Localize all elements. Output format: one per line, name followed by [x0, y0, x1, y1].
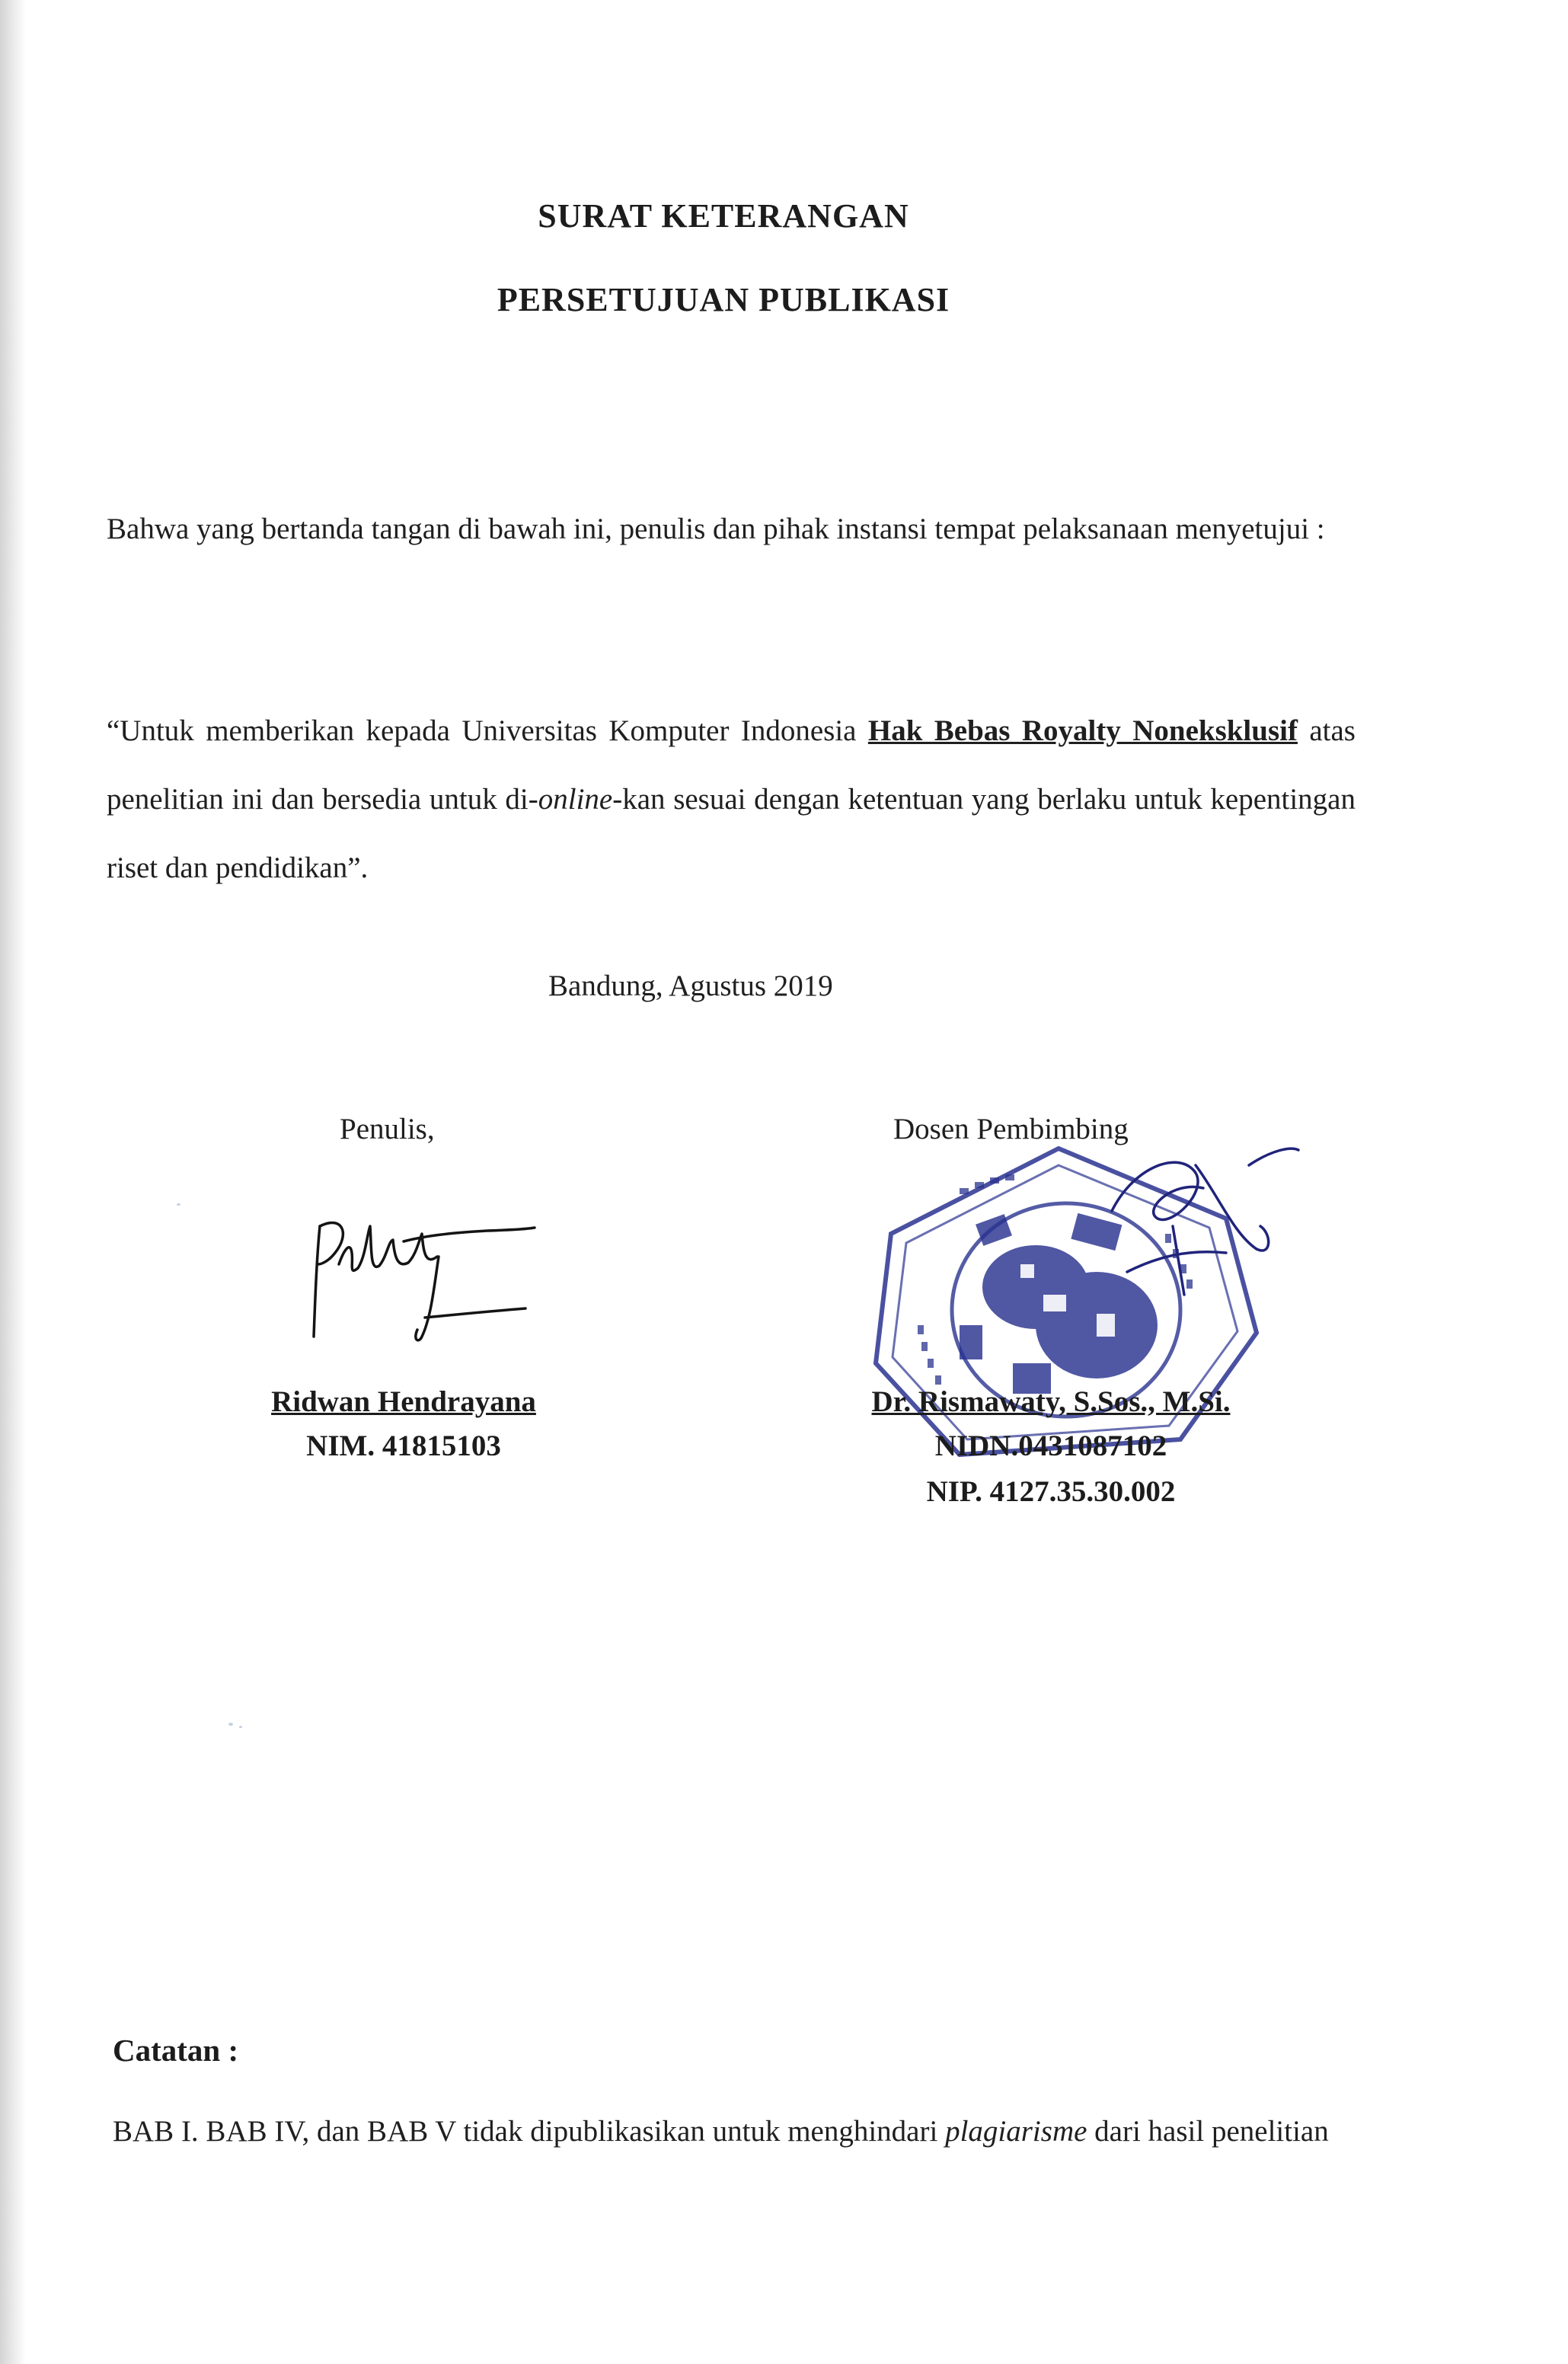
- statement-mid: atas penelitian ini dan bersedia untuk di-: [107, 714, 1356, 816]
- scan-edge-shadow: [0, 0, 26, 2364]
- intro-paragraph: Bahwa yang bertanda tangan di bawah ini, penulis dan pihak instansi tempat pelaksanaan menyetujui :: [107, 513, 1325, 545]
- royalty-term: Hak Bebas Royalty Noneksklusif: [867, 714, 1298, 747]
- document-subtitle: PERSETUJUAN PUBLIKASI: [497, 281, 950, 318]
- scan-speck: [228, 1723, 233, 1726]
- plagiarism-term: plagiarisme: [945, 2115, 1087, 2148]
- note-heading: Catatan :: [113, 2033, 239, 2068]
- supervisor-nidn: NIDN.0431087102: [934, 1430, 1167, 1462]
- note-suffix: dari hasil penelitian: [1087, 2115, 1329, 2148]
- author-name: Ridwan Hendrayana: [271, 1385, 536, 1418]
- statement-suffix: -kan sesuai dengan ketentuan yang berlaku untuk kepentingan riset dan pendidikan”.: [107, 783, 1356, 884]
- author-signature: [297, 1180, 541, 1348]
- supervisor-role: Dosen Pembimbing: [893, 1113, 1129, 1145]
- scan-speck: [239, 1726, 242, 1728]
- online-term: online: [538, 783, 613, 816]
- note-prefix: BAB I. BAB IV, dan BAB V tidak dipublikasikan untuk menghindari: [113, 2115, 946, 2148]
- supervisor-signature: [1081, 1120, 1310, 1348]
- statement-paragraph: [107, 697, 1356, 902]
- supervisor-nip: NIP. 4127.35.30.002: [926, 1475, 1176, 1508]
- author-role: Penulis,: [340, 1113, 435, 1145]
- place-date: Bandung, Agustus 2019: [548, 970, 833, 1002]
- scan-speck: [177, 1203, 180, 1206]
- note-text: [113, 2114, 1392, 2149]
- document-title: SURAT KETERANGAN: [538, 197, 909, 235]
- statement-prefix: “Untuk memberikan kepada Universitas Komputer Indonesia: [107, 714, 868, 747]
- supervisor-name: Dr. Rismawaty, S.Sos., M.Si.: [871, 1385, 1231, 1418]
- author-nim: NIM. 41815103: [306, 1430, 501, 1462]
